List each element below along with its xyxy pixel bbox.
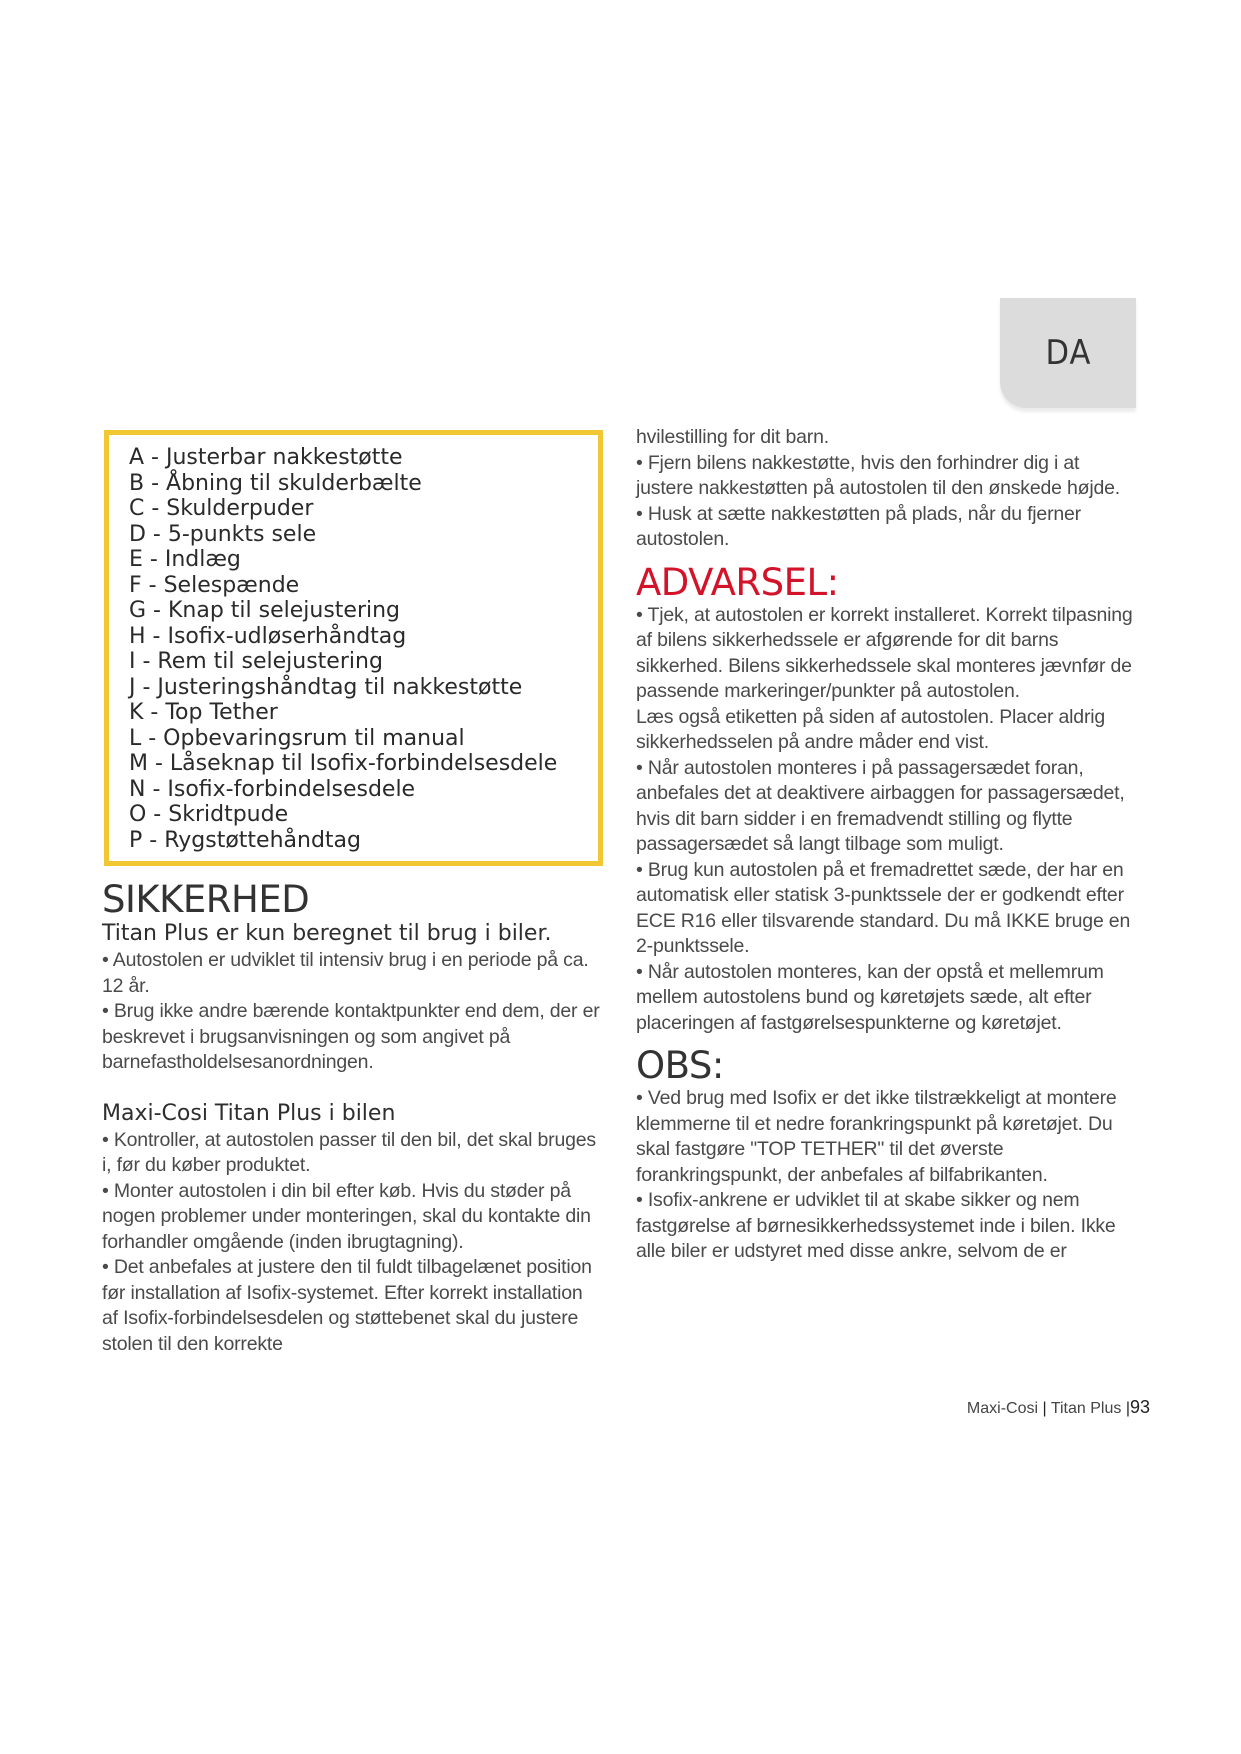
paragraph: • Brug kun autostolen på et fremadrettet sæde, der har en automatisk eller statisk 3-punktssele der er godkendt efter ECE R16 eller tilsvarende standard. Du må IKKE bruge en 2-punktssele. bbox=[636, 858, 1131, 957]
paragraph: • Autostolen er udviklet til intensiv brug i en periode på ca. 12 år. bbox=[102, 949, 589, 997]
warning-heading: ADVARSEL: bbox=[636, 560, 839, 604]
part-item: N - Isofix-forbindelsesdele bbox=[129, 776, 416, 802]
paragraph: • Når autostolen monteres, kan der opstå et mellemrum mellem autostolens bund og køretøjets sæde, alt efter placeringen af fastgørelsespunkterne og køretøjet. bbox=[636, 960, 1104, 1034]
right-column bbox=[636, 425, 1136, 1265]
left-column bbox=[102, 880, 602, 1357]
part-item: M - Låseknap til Isofix-forbindelsesdele bbox=[129, 751, 558, 776]
part-item: G - Knap til selejustering bbox=[129, 598, 401, 623]
part-item: C - Skulderpuder bbox=[129, 496, 314, 521]
paragraph: • Når autostolen monteres i på passagersædet foran, anbefales det at deaktivere airbaggen for passagersædet, hvis dit barn sidder i en fremadvendt stilling og flytte passagersædet så langt tilbage som muligt. bbox=[636, 756, 1125, 855]
part-item: K - Top Tether bbox=[129, 700, 278, 725]
paragraph: • Ved brug med Isofix er det ikke tilstrækkeligt at montere klemmerne til et nedre forankringspunkt på køretøjet. Du skal fastgøre "TOP TETHER" til det øverste forankringspunkt, der anbefales af bilfabrikanten. bbox=[636, 1087, 1117, 1186]
part-item: O - Skridtpude bbox=[129, 802, 289, 827]
paragraph: • Husk at sætte nakkestøtten på plads, når du fjerner autostolen. bbox=[636, 502, 1081, 550]
paragraph: • Tjek, at autostolen er korrekt installeret. Korrekt tilpasning af bilens sikkerhedssele er afgørende for dit barns sikkerhed. Bilens sikkerhedssele skal monteres jævnfør de passende markeringer/punkter på autostolen. bbox=[636, 603, 1133, 702]
safety-heading: SIKKERHED bbox=[102, 878, 310, 921]
paragraph: • Det anbefales at justere den til fuldt tilbagelænet position før installation af Isofix-systemet. Efter korrekt installation af Isofix-forbindelsesdelen og støttebenet skal du justere stolen til den korrekte bbox=[102, 1256, 592, 1355]
part-item: L - Opbevaringsrum til manual bbox=[129, 725, 465, 751]
paragraph: • Isofix-ankrene er udviklet til at skabe sikker og nem fastgørelse af børnesikkerhedssystemet inde i bilen. Ikke alle biler er udstyret med disse ankre, selvom de er bbox=[636, 1189, 1116, 1262]
paragraph: • Fjern bilens nakkestøtte, hvis den forhindrer dig i at justere nakkestøtten på autostolen til den ønskede højde. bbox=[636, 451, 1120, 499]
footer-separator: | bbox=[1125, 1400, 1130, 1417]
part-item: E - Indlæg bbox=[129, 547, 241, 572]
subheading: Maxi-Cosi Titan Plus i bilen bbox=[102, 1100, 396, 1126]
part-item: A - Justerbar nakkestøtte bbox=[129, 445, 403, 470]
safety-lead: Titan Plus er kun beregnet til brug i biler. bbox=[102, 921, 552, 946]
part-item: J - Justeringshåndtag til nakkestøtte bbox=[129, 674, 523, 700]
part-item: P - Rygstøttehåndtag bbox=[129, 827, 361, 853]
paragraph: hvilestilling for dit barn. bbox=[636, 426, 829, 448]
paragraph: • Kontroller, at autostolen passer til den bil, det skal bruges i, før du køber produktet. bbox=[102, 1128, 596, 1176]
parts-list bbox=[129, 445, 557, 853]
parts-legend-box bbox=[104, 430, 603, 866]
part-item: B - Åbning til skulderbælte bbox=[129, 470, 422, 496]
language-tab bbox=[1000, 298, 1136, 408]
footer-brand: Maxi-Cosi bbox=[966, 1400, 1039, 1417]
note-heading: OBS: bbox=[636, 1044, 724, 1087]
page-number: 93 bbox=[1129, 1397, 1150, 1417]
paragraph: Læs også etiketten på siden af autostolen. Placer aldrig sikkerhedsselen på andre måder end vist. bbox=[636, 705, 1106, 753]
part-item: F - Selespænde bbox=[129, 572, 300, 598]
part-item: I - Rem til selejustering bbox=[129, 649, 383, 674]
paragraph: • Monter autostolen i din bil efter køb. Hvis du støder på nogen problemer under monteringen, skal du kontakte din forhandler omgående (inden ibrugtagning). bbox=[102, 1179, 591, 1253]
part-item: H - Isofix-udløserhåndtag bbox=[129, 623, 407, 649]
part-item: D - 5-punkts sele bbox=[129, 521, 317, 547]
language-code: DA bbox=[1045, 333, 1091, 373]
footer-product: Titan Plus bbox=[1050, 1400, 1122, 1417]
paragraph: • Brug ikke andre bærende kontaktpunkter end dem, der er beskrevet i brugsanvisningen og som angivet på barnefastholdelsesanordningen. bbox=[102, 1000, 600, 1073]
page-footer bbox=[940, 1397, 1150, 1418]
footer-separator: | bbox=[1042, 1400, 1051, 1417]
